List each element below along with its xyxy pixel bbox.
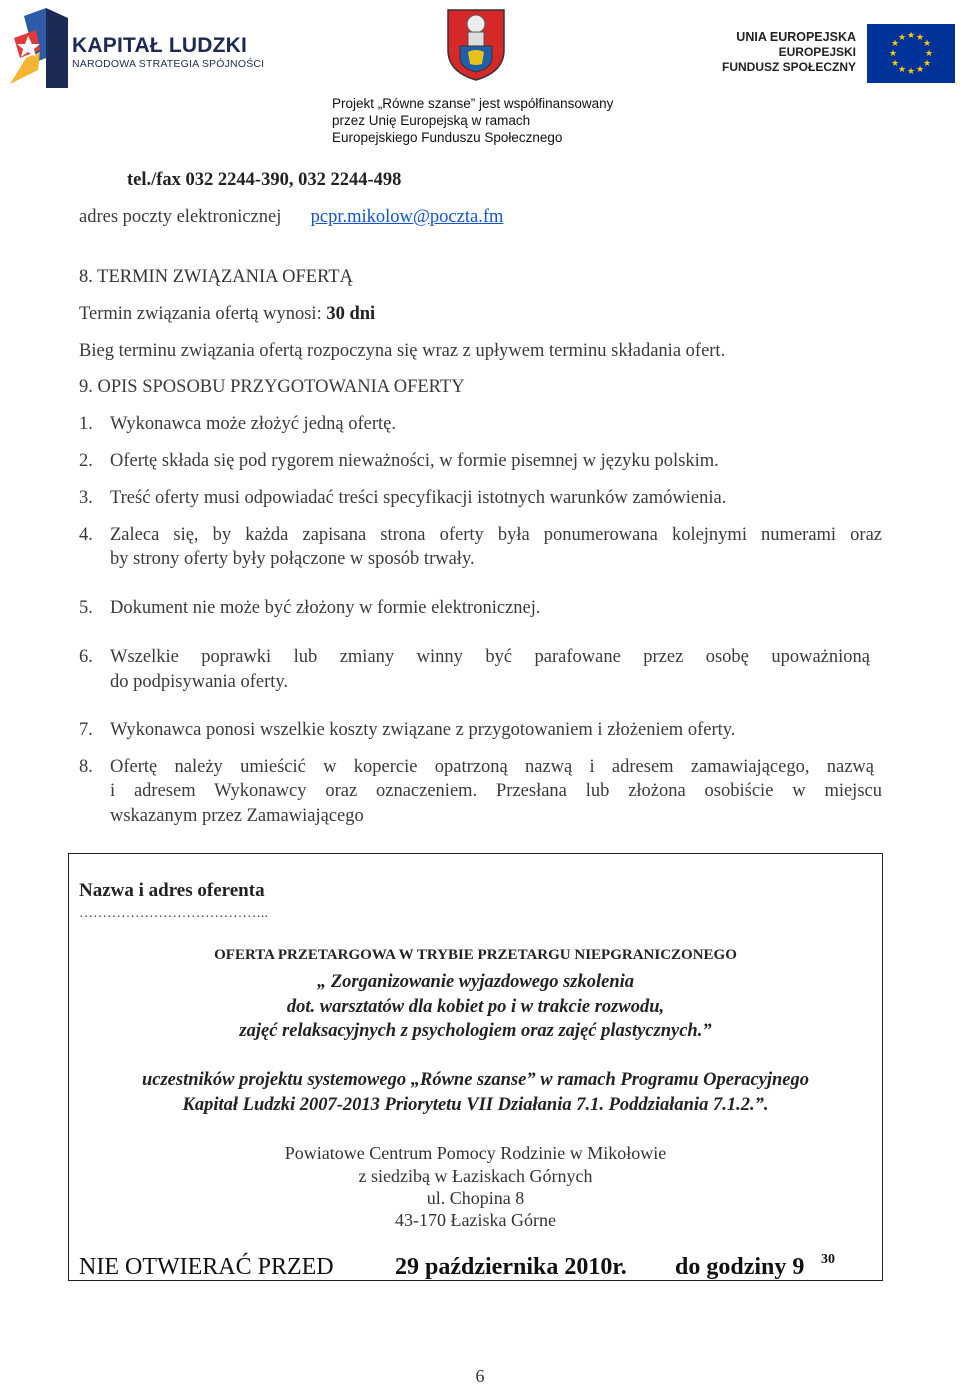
svg-text:★: ★: [922, 59, 932, 69]
email-row: [79, 207, 503, 228]
eu-flag-icon: [867, 24, 955, 83]
subject-line-1: „ Zorganizowanie wyjazdowego szkolenia: [316, 972, 635, 992]
section-8-line-1: [79, 304, 375, 325]
item-8-text-line-2: i adresem Wykonawcy oraz oznaczeniem. Przesłana lub złożona osobiście w miejscu: [110, 781, 882, 801]
item-1-number: 1.: [79, 414, 93, 434]
project-cofinancing-note: [332, 95, 613, 146]
page-number: 6: [475, 1366, 485, 1386]
item-2-text: Ofertę składa się pod rygorem nieważności, w formie pisemnej w języku polskim.: [110, 451, 719, 471]
opening-hour-minutes: 30: [821, 1252, 835, 1267]
svg-text:★: ★: [890, 59, 900, 69]
kapital-ludzki-logo-icon: [6, 8, 68, 88]
svg-text:★: ★: [922, 39, 932, 49]
svg-text:★: ★: [915, 65, 925, 75]
page-header: [0, 0, 960, 150]
project-line-1: Projekt „Równe szanse” jest współfinansowany: [332, 96, 614, 111]
bidder-name-label: Nazwa i adres oferenta: [79, 880, 265, 901]
item-6-text-line-1: Wszelkie poprawki lub zmiany winny być parafowane przez osobę upoważnioną: [110, 647, 870, 667]
opening-date: 29 października 2010r.: [395, 1254, 627, 1280]
email-label: adres poczty elektronicznej: [79, 207, 282, 227]
binding-period-value: 30 dni: [326, 304, 376, 324]
eu-fund-label: [722, 30, 856, 75]
email-link[interactable]: pcpr.mikolow@poczta.fm: [310, 207, 504, 227]
coat-of-arms-icon: [444, 6, 508, 82]
bidder-name-placeholder: …………………………………..: [79, 906, 268, 921]
section-8-line-2: Bieg terminu związania ofertą rozpoczyna się wraz z upływem terminu składania ofert.: [79, 341, 726, 361]
item-3-text: Treść oferty musi odpowiadać treści specyfikacji istotnych warunków zamówienia.: [110, 488, 727, 508]
svg-text:★: ★: [897, 65, 907, 75]
eu-line-3: FUNDUSZ SPOŁECZNY: [721, 60, 856, 74]
address-line-2: z siedzibą w Łaziskach Górnych: [358, 1166, 593, 1186]
item-5-number: 5.: [79, 598, 93, 618]
project-line-2: przez Unię Europejską w ramach: [332, 113, 531, 128]
item-1-text: Wykonawca może złożyć jedną ofertę.: [110, 414, 397, 434]
program-line-1: uczestników projektu systemowego „Równe szanse” w ramach Programu Operacyjnego: [141, 1070, 810, 1090]
eu-line-1: UNIA EUROPEJSKA: [736, 30, 856, 44]
address-line-3: ul. Chopina 8: [426, 1188, 525, 1208]
svg-text:★: ★: [924, 49, 934, 59]
envelope-template-box: [68, 853, 883, 1281]
item-6-number: 6.: [79, 647, 93, 667]
address-line-1: Powiatowe Centrum Pomocy Rodzinie w Mikołowie: [284, 1143, 667, 1163]
svg-text:★: ★: [897, 33, 907, 43]
section-8-heading: 8. TERMIN ZWIĄZANIA OFERTĄ: [79, 267, 353, 287]
address-line-4: 43-170 Łaziska Górne: [395, 1210, 556, 1230]
item-4-text-line-2: by strony oferty były połączone w sposób trwały.: [110, 549, 475, 569]
svg-text:★: ★: [915, 33, 925, 43]
subject-line-3: zajęć relaksacyjnych z psychologiem oraz zajęć plastycznych.”: [239, 1021, 712, 1041]
section-9-heading: 9. OPIS SPOSOBU PRZYGOTOWANIA OFERTY: [79, 377, 465, 397]
program-line-2: Kapitał Ludzki 2007-2013 Priorytetu VII Działania 7.1. Poddziałania 7.1.2.”.: [182, 1095, 769, 1115]
svg-text:★: ★: [890, 39, 900, 49]
binding-period-label: Termin związania ofertą wynosi:: [79, 304, 327, 324]
subject-line-2: dot. warsztatów dla kobiet po i w trakcie rozwodu,: [286, 997, 665, 1017]
opening-hour-label: do godziny 9: [675, 1254, 805, 1280]
svg-text:★: ★: [906, 67, 916, 77]
offer-title: OFERTA PRZETARGOWA W TRYBIE PRZETARGU NIEPGRANICZONEGO: [214, 947, 737, 963]
item-2-number: 2.: [79, 451, 93, 471]
item-6-text-line-2: do podpisywania oferty.: [110, 672, 289, 692]
kapital-ludzki-subtitle: NARODOWA STRATEGIA SPÓJNOŚCI: [72, 58, 265, 70]
item-7-text: Wykonawca ponosi wszelkie koszty związane z przygotowaniem i złożeniem oferty.: [110, 720, 736, 740]
item-8-number: 8.: [79, 757, 93, 777]
item-4-text-line-1: Zaleca się, by każda zapisana strona oferty była ponumerowana kolejnymi numerami oraz: [110, 525, 882, 545]
svg-text:★: ★: [888, 49, 898, 59]
do-not-open-warning: NIE OTWIERAĆ PRZED: [79, 1254, 334, 1280]
kapital-ludzki-title: KAPITAŁ LUDZKI: [72, 34, 248, 57]
svg-text:★: ★: [906, 31, 916, 41]
item-7-number: 7.: [79, 720, 93, 740]
project-line-3: Europejskiego Funduszu Społecznego: [332, 130, 563, 145]
item-3-number: 3.: [79, 488, 93, 508]
item-5-text: Dokument nie może być złożony w formie elektronicznej.: [110, 598, 541, 618]
phone-fax: tel./fax 032 2244-390, 032 2244-498: [127, 170, 402, 190]
item-8-text-line-3: wskazanym przez Zamawiającego: [110, 806, 364, 826]
eu-line-2: EUROPEJSKI: [778, 45, 856, 59]
item-4-number: 4.: [79, 525, 93, 545]
item-8-text-line-1: Ofertę należy umieścić w kopercie opatrzoną nazwą i adresem zamawiającego, nazwą: [110, 757, 874, 777]
